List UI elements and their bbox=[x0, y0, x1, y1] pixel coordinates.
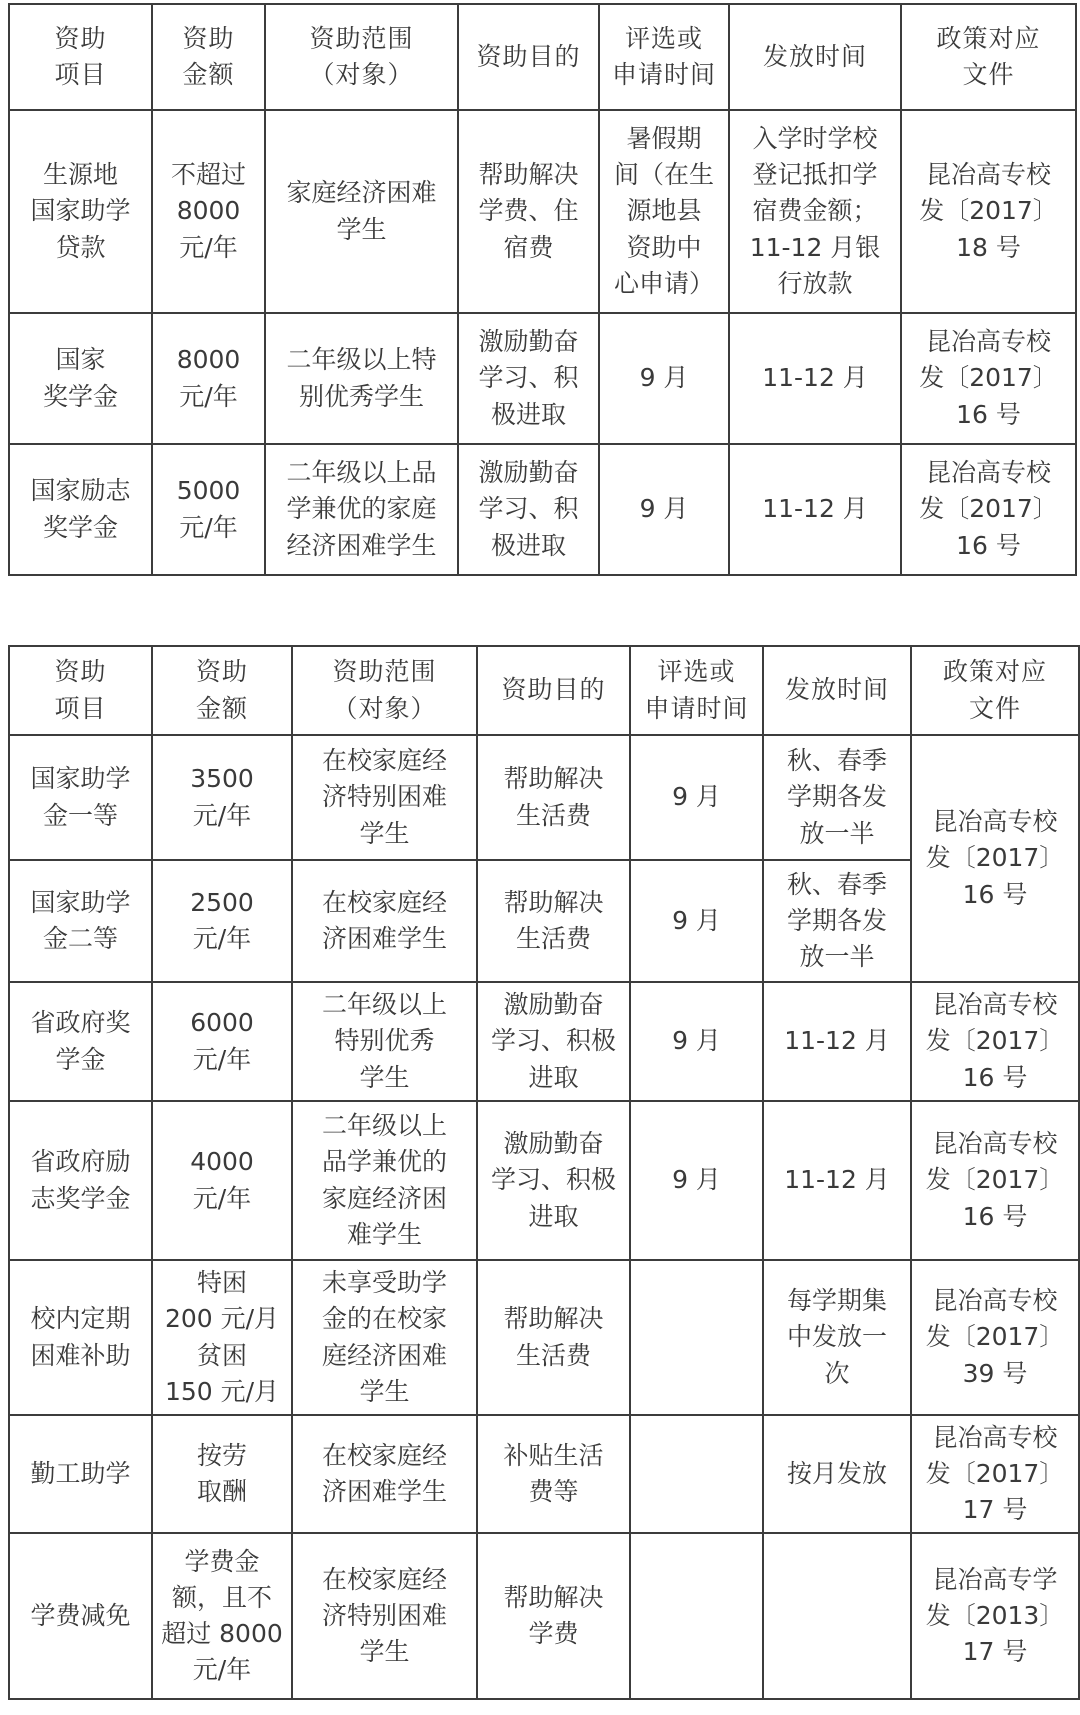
cell-item: 学费减免 bbox=[9, 1533, 152, 1699]
cell-amount: 学费金 额，且不 超过 8000 元/年 bbox=[152, 1533, 292, 1699]
cell-scope: 在校家庭经 济特别困难 学生 bbox=[292, 735, 477, 860]
cell-policy: 昆冶高专校 发〔2017〕 16 号 bbox=[901, 444, 1076, 575]
header-issue-time: 发放时间 bbox=[729, 4, 901, 110]
cell-amount: 2500 元/年 bbox=[152, 860, 292, 982]
cell-purpose: 帮助解决 学费 bbox=[477, 1533, 630, 1699]
table-row bbox=[9, 1415, 1079, 1533]
cell-issue-time: 秋、春季 学期各发 放一半 bbox=[763, 860, 911, 982]
cell-policy: 昆冶高专校 发〔2017〕 18 号 bbox=[901, 110, 1076, 313]
header-row bbox=[9, 4, 1076, 110]
cell-scope: 在校家庭经 济困难学生 bbox=[292, 860, 477, 982]
header-item: 资助 项目 bbox=[9, 646, 152, 735]
header-scope: 资助范围 （对象） bbox=[265, 4, 458, 110]
cell-apply-time: 9 月 bbox=[630, 982, 763, 1101]
cell-policy: 昆冶高专校 发〔2017〕 16 号 bbox=[901, 313, 1076, 444]
cell-amount: 按劳 取酬 bbox=[152, 1415, 292, 1533]
header-policy: 政策对应 文件 bbox=[911, 646, 1079, 735]
table-row bbox=[9, 1101, 1079, 1260]
header-apply-time: 评选或 申请时间 bbox=[599, 4, 729, 110]
cell-scope: 在校家庭经 济特别困难 学生 bbox=[292, 1533, 477, 1699]
cell-issue-time: 入学时学校 登记抵扣学 宿费金额； 11-12 月银 行放款 bbox=[729, 110, 901, 313]
header-amount: 资助 金额 bbox=[152, 646, 292, 735]
cell-apply-time: 9 月 bbox=[599, 444, 729, 575]
cell-policy: 昆冶高专校 发〔2017〕 16 号 bbox=[911, 735, 1079, 982]
header-purpose: 资助目的 bbox=[477, 646, 630, 735]
cell-policy: 昆冶高专校 发〔2017〕 16 号 bbox=[911, 1101, 1079, 1260]
cell-issue-time: 11-12 月 bbox=[763, 982, 911, 1101]
cell-issue-time: 11-12 月 bbox=[729, 444, 901, 575]
cell-amount: 5000 元/年 bbox=[152, 444, 265, 575]
cell-apply-time: 9 月 bbox=[599, 313, 729, 444]
cell-issue-time: 按月发放 bbox=[763, 1415, 911, 1533]
cell-policy: 昆冶高专校 发〔2017〕 39 号 bbox=[911, 1260, 1079, 1415]
table-row bbox=[9, 444, 1076, 575]
cell-item: 省政府奖 学金 bbox=[9, 982, 152, 1101]
cell-scope: 家庭经济困难 学生 bbox=[265, 110, 458, 313]
cell-policy: 昆冶高专校 发〔2017〕 16 号 bbox=[911, 982, 1079, 1101]
aid-table-2 bbox=[8, 645, 1080, 1700]
header-scope: 资助范围 （对象） bbox=[292, 646, 477, 735]
cell-item: 国家助学 金二等 bbox=[9, 860, 152, 982]
cell-scope: 二年级以上品 学兼优的家庭 经济困难学生 bbox=[265, 444, 458, 575]
cell-scope: 二年级以上 特别优秀 学生 bbox=[292, 982, 477, 1101]
table-row bbox=[9, 313, 1076, 444]
cell-policy: 昆冶高专学 发〔2013〕 17 号 bbox=[911, 1533, 1079, 1699]
cell-amount: 6000 元/年 bbox=[152, 982, 292, 1101]
cell-item: 勤工助学 bbox=[9, 1415, 152, 1533]
cell-item: 校内定期 困难补助 bbox=[9, 1260, 152, 1415]
cell-item: 国家励志 奖学金 bbox=[9, 444, 152, 575]
cell-purpose: 激励勤奋 学习、积极 进取 bbox=[477, 982, 630, 1101]
cell-scope: 未享受助学 金的在校家 庭经济困难 学生 bbox=[292, 1260, 477, 1415]
cell-policy: 昆冶高专校 发〔2017〕 17 号 bbox=[911, 1415, 1079, 1533]
cell-issue-time: 每学期集 中发放一 次 bbox=[763, 1260, 911, 1415]
cell-purpose: 帮助解决 学费、住 宿费 bbox=[458, 110, 599, 313]
table-row bbox=[9, 735, 1079, 860]
table-row bbox=[9, 1533, 1079, 1699]
cell-amount: 4000 元/年 bbox=[152, 1101, 292, 1260]
cell-item: 国家助学 金一等 bbox=[9, 735, 152, 860]
cell-apply-time: 暑假期 间（在生 源地县 资助中 心申请） bbox=[599, 110, 729, 313]
cell-purpose: 激励勤奋 学习、积极 进取 bbox=[477, 1101, 630, 1260]
header-policy: 政策对应 文件 bbox=[901, 4, 1076, 110]
cell-amount: 不超过 8000 元/年 bbox=[152, 110, 265, 313]
cell-purpose: 帮助解决 生活费 bbox=[477, 860, 630, 982]
cell-item: 生源地 国家助学 贷款 bbox=[9, 110, 152, 313]
table-row bbox=[9, 1260, 1079, 1415]
cell-apply-time: 9 月 bbox=[630, 860, 763, 982]
cell-apply-time bbox=[630, 1533, 763, 1699]
header-item: 资助 项目 bbox=[9, 4, 152, 110]
table-row bbox=[9, 110, 1076, 313]
aid-table-1 bbox=[8, 3, 1077, 576]
cell-scope: 二年级以上特 别优秀学生 bbox=[265, 313, 458, 444]
cell-purpose: 补贴生活 费等 bbox=[477, 1415, 630, 1533]
header-issue-time: 发放时间 bbox=[763, 646, 911, 735]
cell-scope: 二年级以上 品学兼优的 家庭经济困 难学生 bbox=[292, 1101, 477, 1260]
cell-item: 国家 奖学金 bbox=[9, 313, 152, 444]
header-row bbox=[9, 646, 1079, 735]
cell-purpose: 帮助解决 生活费 bbox=[477, 1260, 630, 1415]
cell-issue-time: 11-12 月 bbox=[729, 313, 901, 444]
cell-item: 省政府励 志奖学金 bbox=[9, 1101, 152, 1260]
cell-issue-time bbox=[763, 1533, 911, 1699]
header-purpose: 资助目的 bbox=[458, 4, 599, 110]
header-apply-time: 评选或 申请时间 bbox=[630, 646, 763, 735]
cell-apply-time bbox=[630, 1415, 763, 1533]
table-row bbox=[9, 982, 1079, 1101]
cell-apply-time: 9 月 bbox=[630, 735, 763, 860]
cell-purpose: 帮助解决 生活费 bbox=[477, 735, 630, 860]
cell-amount: 特困 200 元/月 贫困 150 元/月 bbox=[152, 1260, 292, 1415]
cell-apply-time: 9 月 bbox=[630, 1101, 763, 1260]
cell-issue-time: 秋、春季 学期各发 放一半 bbox=[763, 735, 911, 860]
cell-purpose: 激励勤奋 学习、积 极进取 bbox=[458, 444, 599, 575]
cell-scope: 在校家庭经 济困难学生 bbox=[292, 1415, 477, 1533]
cell-apply-time bbox=[630, 1260, 763, 1415]
cell-purpose: 激励勤奋 学习、积 极进取 bbox=[458, 313, 599, 444]
cell-amount: 3500 元/年 bbox=[152, 735, 292, 860]
cell-amount: 8000 元/年 bbox=[152, 313, 265, 444]
header-amount: 资助 金额 bbox=[152, 4, 265, 110]
cell-issue-time: 11-12 月 bbox=[763, 1101, 911, 1260]
